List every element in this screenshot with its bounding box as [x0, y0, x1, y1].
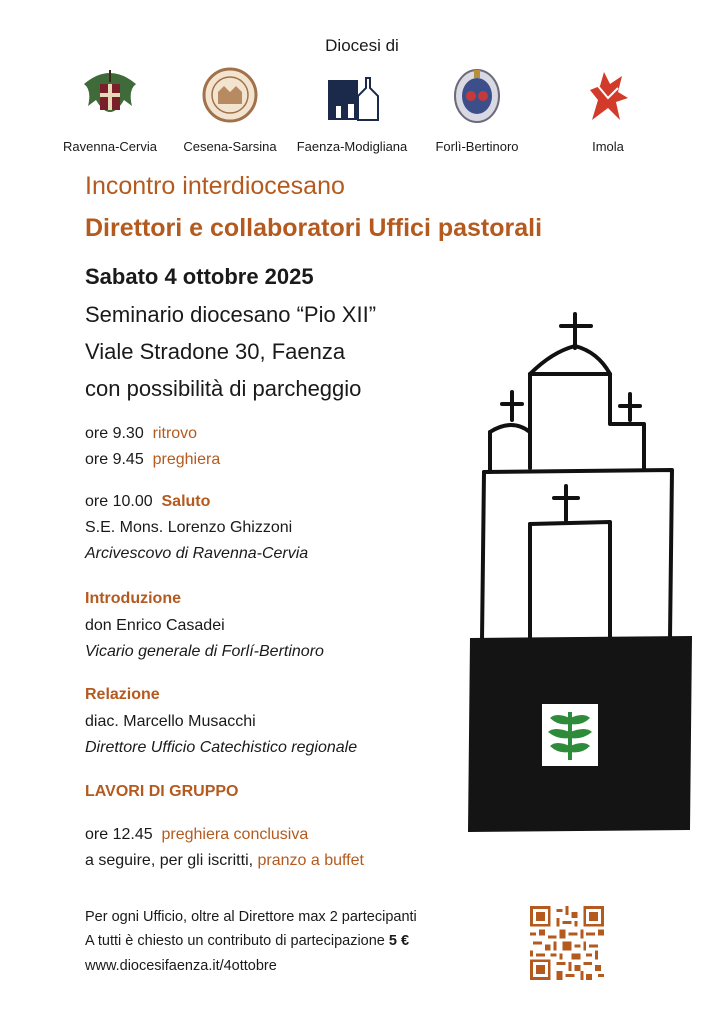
footer-fee: 5 € — [388, 933, 410, 949]
diocese-label: Cesena-Sarsina — [183, 139, 277, 154]
schedule-time: ore 9.30 — [85, 425, 144, 442]
schedule-time: ore 9.45 — [85, 451, 144, 468]
relazione-role: Direttore Ufficio Catechistico regionale — [85, 739, 358, 756]
schedule-label: preghiera — [152, 451, 221, 468]
saluto-role: Arcivescovo di Ravenna-Cervia — [85, 545, 309, 562]
diocese-label: Faenza-Modigliana — [296, 139, 408, 154]
closing-label: preghiera conclusiva — [161, 826, 309, 843]
closing-lunch: pranzo a buffet — [257, 852, 364, 869]
lavori-heading: LAVORI DI GRUPPO — [85, 783, 239, 800]
footer-url[interactable]: www.diocesifaenza.it/4ottobre — [85, 958, 277, 974]
saluto-speaker: S.E. Mons. Lorenzo Ghizzoni — [85, 519, 293, 536]
closing-item — [85, 826, 308, 844]
title-line1: Incontro interdiocesano — [85, 172, 345, 200]
closing-follow-text: a seguire, per gli iscritti, — [85, 852, 254, 869]
title-line2: Direttori e collaboratori Uffici pastorali — [85, 214, 543, 242]
schedule-item — [85, 425, 197, 443]
diocese-logos — [63, 66, 650, 156]
header-title: Diocesi di — [325, 36, 399, 55]
event-date: Sabato 4 ottobre 2025 — [85, 264, 314, 289]
event-venue: Seminario diocesano “Pio XII” — [85, 302, 377, 327]
introduzione-heading: Introduzione — [85, 590, 181, 607]
schedule-item — [85, 451, 220, 469]
diocese-label: Imola — [592, 139, 624, 154]
footer-participants: Per ogni Ufficio, oltre al Direttore max 2 partecipanti — [85, 909, 417, 925]
footer-contribution-text: A tutti è chiesto un contributo di partecipazione — [85, 933, 385, 949]
event-address: Viale Stradone 30, Faenza — [85, 339, 346, 364]
qr-code — [530, 906, 604, 980]
diocese-label: Ravenna-Cervia — [63, 139, 157, 154]
saluto-heading — [85, 493, 210, 511]
introduzione-role: Vicario generale di Forlí-Bertinoro — [85, 643, 324, 660]
introduzione-speaker: don Enrico Casadei — [85, 617, 225, 634]
bishop-coat-of-arms-icon — [80, 66, 140, 124]
diocese-ravenna — [50, 66, 170, 154]
church-logo-icon — [322, 66, 382, 124]
closing-follow — [85, 852, 364, 870]
red-figure-icon — [578, 66, 638, 124]
diocese-cesena — [170, 66, 290, 154]
church-drawing-illustration — [460, 300, 700, 840]
closing-time: ore 12.45 — [85, 826, 153, 843]
saluto-time: ore 10.00 — [85, 493, 153, 510]
seal-icon — [200, 66, 260, 124]
diocese-forli — [417, 66, 537, 154]
relazione-speaker: diac. Marcello Musacchi — [85, 713, 256, 730]
relazione-heading: Relazione — [85, 686, 160, 703]
schedule-label: ritrovo — [152, 425, 198, 442]
saluto-label: Saluto — [161, 493, 211, 510]
diocese-imola — [548, 66, 668, 154]
oval-crest-icon — [447, 66, 507, 124]
footer-contribution — [85, 931, 409, 952]
event-parking: con possibilità di parcheggio — [85, 376, 362, 401]
diocese-label: Forlì-Bertinoro — [435, 139, 519, 154]
diocese-faenza — [292, 66, 412, 154]
